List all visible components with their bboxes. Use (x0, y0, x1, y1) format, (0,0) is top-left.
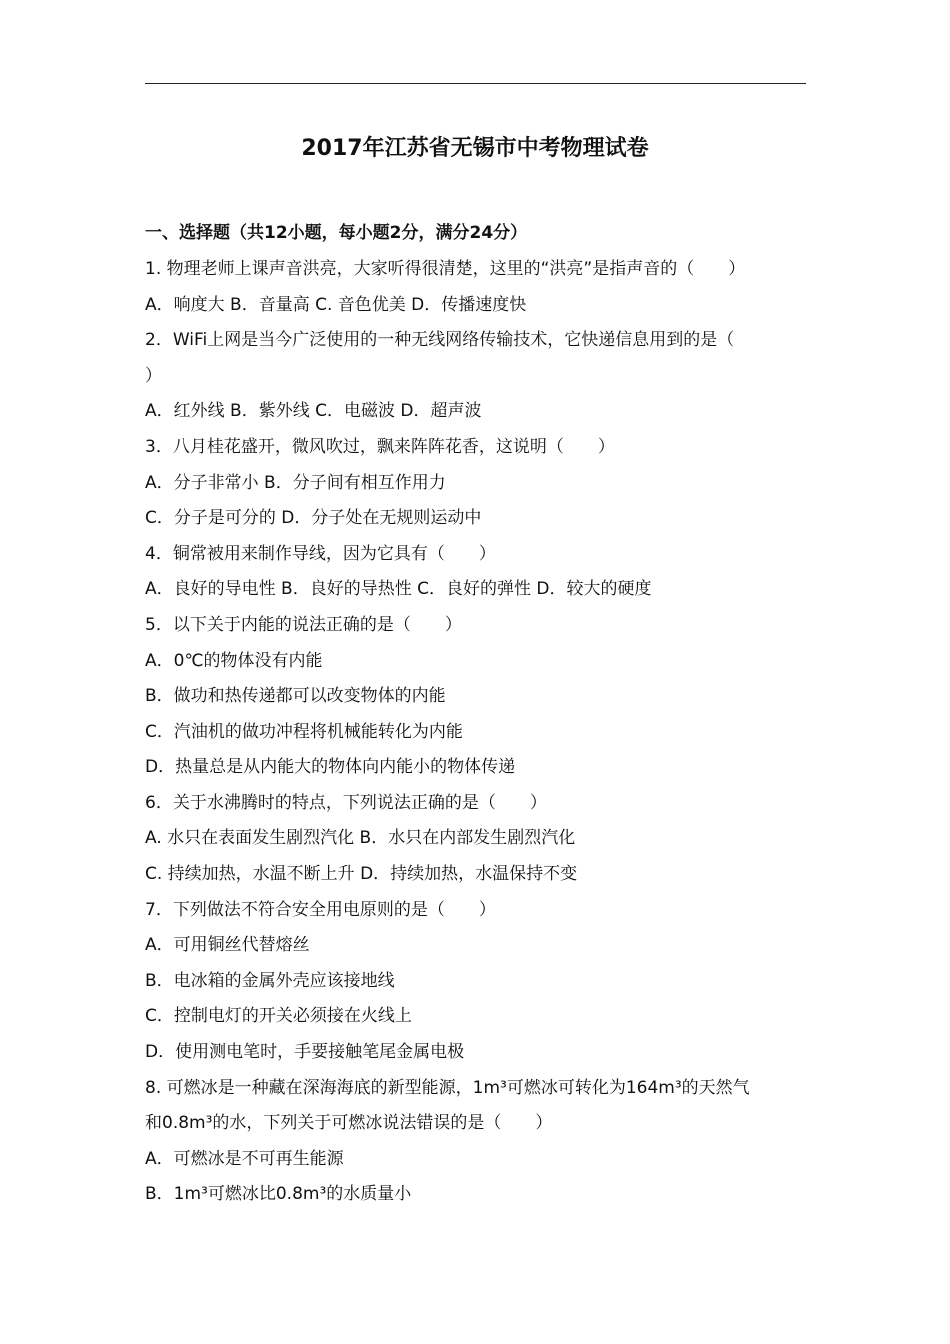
question-4: 4．铜常被用来制作导线，因为它具有（ ） (145, 544, 496, 564)
question-3-options-cd: C．分子是可分的 D．分子处在无规则运动中 (145, 508, 482, 528)
question-5-option-a: A．0℃的物体没有内能 (145, 651, 323, 671)
question-5-option-b: B．做功和热传递都可以改变物体的内能 (145, 686, 446, 706)
question-6-options-cd: C. 持续加热，水温不断上升 D．持续加热，水温保持不变 (145, 864, 578, 884)
question-5-option-d: D．热量总是从内能大的物体向内能小的物体传递 (145, 757, 516, 777)
question-7-option-a: A．可用铜丝代替熔丝 (145, 935, 310, 955)
top-divider (145, 83, 806, 84)
question-5: 5．以下关于内能的说法正确的是（ ） (145, 615, 462, 635)
question-8: 8. 可燃冰是一种藏在深海海底的新型能源，1m³可燃冰可转化为164m³的天然气 (145, 1078, 750, 1098)
question-3: 3．八月桂花盛开，微风吹过，飘来阵阵花香，这说明（ ） (145, 437, 615, 457)
question-4-options: A．良好的导电性 B．良好的导热性 C．良好的弹性 D．较大的硬度 (145, 579, 652, 599)
question-2-options: A．红外线 B．紫外线 C．电磁波 D．超声波 (145, 401, 482, 421)
question-3-options-ab: A．分子非常小 B．分子间有相互作用力 (145, 473, 446, 493)
page-title: 2017年江苏省无锡市中考物理试卷 (301, 136, 649, 161)
question-8-continued: 和0.8m³的水，下列关于可燃冰说法错误的是（ ） (145, 1113, 553, 1133)
question-2: 2．WiFi上网是当今广泛使用的一种无线网络传输技术，它快递信息用到的是（ (145, 330, 735, 350)
question-8-option-a: A．可燃冰是不可再生能源 (145, 1149, 344, 1169)
question-7-option-d: D．使用测电笔时，手要接触笔尾金属电极 (145, 1042, 465, 1062)
question-6: 6．关于水沸腾时的特点，下列说法正确的是（ ） (145, 793, 547, 813)
question-2-continued: ） (145, 366, 162, 386)
question-6-options-ab: A. 水只在表面发生剧烈汽化 B．水只在内部发生剧烈汽化 (145, 828, 576, 848)
question-7-option-b: B．电冰箱的金属外壳应该接地线 (145, 971, 395, 991)
question-8-option-b: B．1m³可燃冰比0.8m³的水质量小 (145, 1184, 412, 1204)
question-5-option-c: C．汽油机的做功冲程将机械能转化为内能 (145, 722, 463, 742)
section-heading: 一、选择题（共12小题，每小题2分，满分24分） (145, 223, 528, 243)
question-7: 7．下列做法不符合安全用电原则的是（ ） (145, 900, 496, 920)
question-1: 1. 物理老师上课声音洪亮，大家听得很清楚，这里的“洪亮”是指声音的（ ） (145, 259, 746, 279)
question-1-options: A．响度大 B．音量高 C. 音色优美 D．传播速度快 (145, 295, 527, 315)
question-7-option-c: C．控制电灯的开关必须接在火线上 (145, 1006, 412, 1026)
